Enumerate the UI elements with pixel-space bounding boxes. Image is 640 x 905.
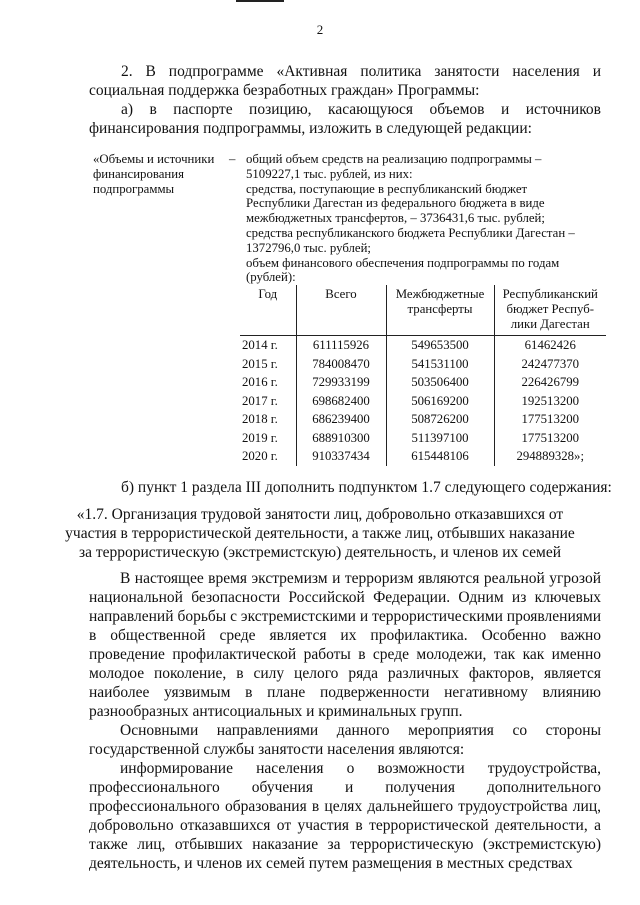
financing-dash: – — [229, 152, 236, 166]
financing-text-line: объем финансового обеспечения подпрограммы по годам — [246, 255, 560, 270]
cell-year: 2018 г. — [240, 410, 296, 429]
header-year: Год — [240, 285, 296, 336]
cell-republic: 177513200 — [521, 430, 580, 445]
financing-text-line: средства республиканского бюджета Республики Дагестан – — [246, 225, 575, 240]
cell-total: 686239400 — [296, 410, 386, 429]
financing-text — [246, 152, 606, 285]
intro-line-4: финансирования подпрограммы, изложить в следующей редакции: — [89, 120, 532, 137]
cell-total: 729933199 — [296, 373, 386, 392]
cell-republic: 177513200 — [521, 412, 580, 427]
cell-year: 2020 г. — [240, 447, 296, 466]
intro-line-3: а) в паспорте позицию, касающуюся объемов и источников — [121, 101, 601, 118]
cell-transfers: 508726200 — [386, 410, 494, 429]
cell-republic: 192513200 — [521, 393, 580, 408]
table-row — [240, 447, 606, 466]
table-row — [240, 373, 606, 392]
cell-transfers: 511397100 — [386, 429, 494, 448]
cell-total: 910337434 — [296, 447, 386, 466]
financing-text-line: Республики Дагестан из федерального бюджета в виде — [246, 196, 545, 211]
cell-total: 688910300 — [296, 429, 386, 448]
table-row — [240, 355, 606, 374]
table-header-row — [240, 285, 606, 336]
header-republic-budget: Республиканский бюджет Респуб- лики Дагестан — [494, 285, 606, 336]
paragraph: Основными направлениями данного мероприятия со стороны государственной службы занятости населения являются: — [89, 722, 601, 758]
cell-transfers: 503506400 — [386, 373, 494, 392]
financing-text-line: 5109227,1 тыс. рублей, из них: — [246, 166, 413, 181]
financing-label-line: «Объемы и источники — [93, 152, 215, 166]
cell-republic: 294889328»; — [516, 449, 585, 464]
cell-year: 2014 г. — [240, 336, 296, 355]
cell-total: 611115926 — [296, 336, 386, 355]
cell-transfers: 549653500 — [386, 336, 494, 355]
table-row — [240, 410, 606, 429]
financing-table — [240, 285, 606, 466]
header-transfers: Межбюджетные трансферты — [386, 285, 494, 336]
header-total: Всего — [296, 285, 386, 336]
cell-transfers: 615448106 — [386, 447, 494, 466]
table-row — [240, 429, 606, 448]
section-heading-line-2: участия в террористической деятельности, а также лиц, отбывших наказание — [65, 525, 575, 542]
scan-mark — [236, 0, 284, 2]
financing-text-line: общий объем средств на реализацию подпрограммы – — [246, 152, 542, 166]
financing-label — [93, 152, 236, 196]
financing-text-line: межбюджетных трансфертов, – 3736431,6 тыс. рублей; — [246, 211, 545, 226]
body-text — [89, 569, 601, 873]
financing-text-line: (рублей): — [246, 270, 296, 285]
cell-transfers: 541531100 — [386, 355, 494, 374]
section-heading-line-3: за террористическую (экстремистскую) деятельность, и членов их семей — [78, 544, 562, 561]
paragraph: В настоящее время экстремизм и терроризм являются реальной угрозой национальной безопасности Российской Федерации. Одним из ключевых направлений борьбы с экстремистскими и террористическими проявлениями в общественной среде является их профилактика. Особенно важно проведение профилактической работы в среде молодежи, так как именно молодое поколение, в силу целого ряда различных факторов, является наиболее уязвимым в плане подверженности негативному влиянию разнообразных антисоциальных и криминальных групп. — [89, 570, 601, 720]
financing-label-line: финансирования — [93, 166, 184, 181]
cell-year: 2016 г. — [240, 373, 296, 392]
cell-transfers: 506169200 — [386, 392, 494, 411]
cell-republic: 61462426 — [524, 338, 576, 353]
table-row — [240, 336, 606, 355]
paragraph: информирование населения о возможности трудоустройства, профессионального обучения и получения дополнительного профессионального образования в целях дальнейшего трудоустройства лиц, добровольно отказавшихся от участия в террористической деятельности, а также лиц, отбывших наказание за террористическую (экстремистскую) деятельность, и членов их семей путем размещения в местных средствах — [89, 760, 601, 872]
table-row — [240, 392, 606, 411]
cell-republic: 226426799 — [521, 375, 580, 390]
section-heading-line-1: «1.7. Организация трудовой занятости лиц, добровольно отказавшихся от — [76, 506, 564, 523]
cell-year: 2019 г. — [240, 429, 296, 448]
intro-line-1: 2. В подпрограмме «Активная политика занятости населения и — [121, 63, 601, 80]
financing-text-line: средства, поступающие в республиканский бюджет — [246, 181, 528, 196]
financing-label-line: подпрограммы — [93, 181, 175, 196]
cell-total: 698682400 — [296, 392, 386, 411]
cell-republic: 242477370 — [521, 356, 580, 371]
financing-text-line: 1372796,0 тыс. рублей; — [246, 240, 371, 255]
intro-line-2: социальная поддержка безработных граждан» Программы: — [89, 82, 480, 99]
item-b: б) пункт 1 раздела III дополнить подпунктом 1.7 следующего содержания: — [121, 479, 612, 496]
cell-total: 784008470 — [296, 355, 386, 374]
page-number: 2 — [316, 22, 324, 37]
cell-year: 2015 г. — [240, 355, 296, 374]
cell-year: 2017 г. — [240, 392, 296, 411]
